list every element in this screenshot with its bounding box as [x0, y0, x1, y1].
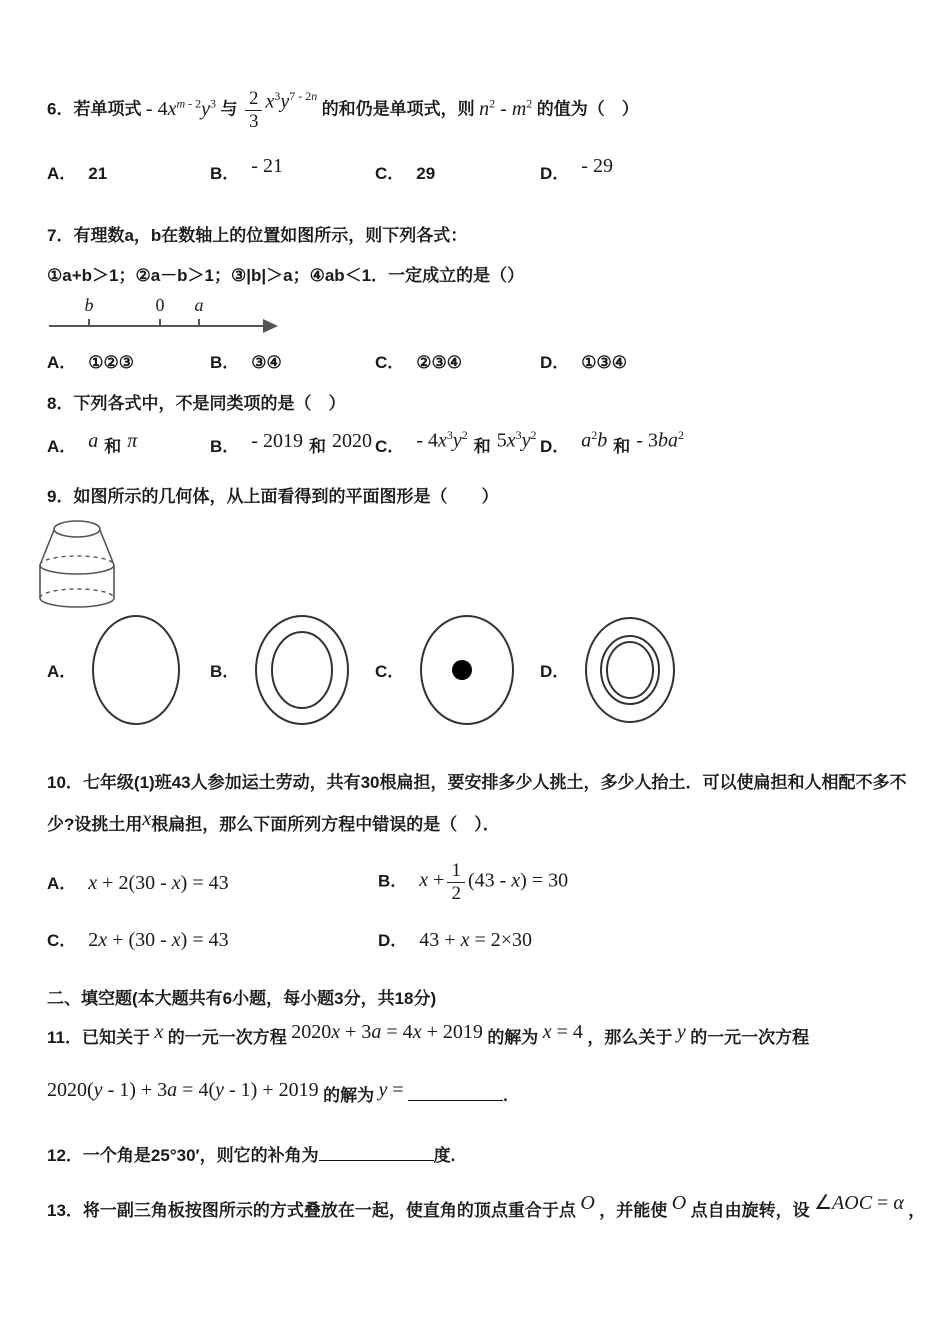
- three-concentric-circles-icon: [583, 615, 677, 725]
- label-a: a: [194, 294, 204, 315]
- q13-text-2: ，并能使: [599, 1201, 668, 1221]
- label-b: b: [84, 294, 94, 315]
- number-line-icon: [47, 294, 291, 340]
- solid-figure: [39, 517, 905, 609]
- question-7-statements: [47, 261, 905, 286]
- q7-option-d: [540, 348, 705, 373]
- q11-answer-prefix: y =: [378, 1079, 404, 1102]
- option-label: D．: [540, 352, 570, 372]
- option-equation: 43 + x = 2×30: [419, 929, 533, 952]
- option-label: D．: [540, 662, 570, 682]
- label-0: 0: [155, 294, 165, 315]
- question-10-stem: [47, 763, 907, 846]
- option-label: B．: [210, 436, 240, 456]
- option-label: B．: [378, 871, 408, 891]
- option-term-2: π: [127, 429, 138, 452]
- question-7-stem: [47, 221, 905, 246]
- q11-text-3: 的解为: [487, 1028, 539, 1048]
- q11-number: 11．: [47, 1028, 82, 1048]
- q9-number: 9．: [47, 486, 74, 506]
- q11-answer-blank: [408, 1084, 503, 1102]
- fraction-denominator: 2: [451, 882, 461, 904]
- q6-formula-3: $n^2 - m^2$: [479, 95, 533, 120]
- option-and: 和: [104, 436, 122, 456]
- question-9-stem: [47, 482, 905, 507]
- q11-text-6: 的解为: [323, 1086, 375, 1106]
- q9-option-a: [47, 613, 210, 727]
- question-10-options-row-2: [47, 926, 905, 952]
- option-label: B．: [210, 662, 240, 682]
- option-label: C．: [375, 662, 405, 682]
- question-11-stem-line-1: [47, 1023, 905, 1049]
- option-value: ①②③: [88, 352, 135, 372]
- q13-text-3: 点自由旋转，设: [690, 1201, 810, 1221]
- circle-with-dot-icon: [418, 613, 516, 727]
- q7-number: 7．: [47, 225, 74, 245]
- q10-option-c: [47, 926, 378, 952]
- question-12-stem: [47, 1141, 905, 1166]
- q10-option-d: [378, 926, 709, 952]
- q10-b-fraction: [447, 860, 465, 905]
- question-10-options-row-1: [47, 860, 905, 905]
- q6-text-1: 若单项式: [73, 99, 142, 119]
- q6-formula-1: - $4x^{m - 2}y^3$: [145, 95, 217, 120]
- option-value: - 29: [581, 154, 613, 177]
- option-term-2: $5x^3y^2$: [496, 428, 537, 452]
- option-value: ①③④: [581, 352, 628, 372]
- single-circle-icon: [90, 613, 182, 727]
- q6-option-a: [47, 159, 210, 184]
- question-11-stem-line-2: [47, 1081, 905, 1107]
- q11-var-y: y: [676, 1021, 686, 1044]
- option-value: - 21: [251, 154, 283, 177]
- option-equation-post: (43 - x) = 30: [467, 869, 569, 892]
- q6-option-b: [210, 154, 375, 185]
- q8-option-c: [375, 428, 540, 458]
- option-and: 和: [473, 436, 491, 456]
- q6-text-4: 的值为（ ）: [536, 99, 639, 119]
- q9-option-c: [375, 613, 540, 727]
- option-and: 和: [308, 436, 326, 456]
- q8-option-d: [540, 428, 705, 458]
- option-label: D．: [540, 436, 570, 456]
- option-term-2: - $3ba^2$: [636, 428, 684, 452]
- q7-option-b: [210, 348, 375, 373]
- q10-number: 10．: [47, 772, 83, 792]
- option-label: C．: [47, 931, 77, 951]
- option-label: A．: [47, 164, 77, 184]
- q13-text-4: ，: [908, 1201, 926, 1221]
- q10-option-a: [47, 869, 378, 895]
- q8-option-b: [210, 429, 375, 458]
- option-label: B．: [210, 352, 240, 372]
- question-8-options: [47, 428, 905, 458]
- q11-equation-1: 2020x + 3a = 4x + 2019: [291, 1021, 483, 1044]
- question-8-stem: [47, 389, 905, 414]
- q12-number: 12．: [47, 1146, 83, 1166]
- q13-point-o-2: O: [671, 1192, 687, 1215]
- q11-var-x: x: [154, 1021, 164, 1044]
- fraction-numerator: 1: [447, 860, 465, 883]
- q11-equation-2: 2020(y - 1) + 3a = 4(y - 1) + 2019: [47, 1079, 319, 1102]
- q13-angle-aoc: ∠AOC = α: [814, 1192, 904, 1215]
- option-value: ②③④: [416, 352, 463, 372]
- q8-text: 下列各式中，不是同类项的是（ ）: [73, 393, 346, 413]
- option-value: 21: [88, 164, 108, 184]
- question-6-stem: [47, 88, 905, 133]
- q11-solution-x: x = 4: [542, 1021, 583, 1044]
- q11-text-7: .: [503, 1086, 508, 1106]
- q11-text-5: 的一元一次方程: [690, 1028, 810, 1048]
- q9-option-d: [540, 615, 705, 725]
- q9-option-b: [210, 613, 375, 727]
- option-value: ③④: [251, 352, 282, 372]
- q10-text-1: 七年级(1)班43人参加运土劳动，共有30根扁担，要安排多少人挑土，多少人抬土．可以使扁担和人相配不多不少?设挑土用: [47, 772, 907, 834]
- q9-text: 如图所示的几何体，从上面看得到的平面图形是（ ）: [73, 486, 499, 506]
- fraction-denominator: 3: [248, 110, 259, 132]
- option-value: 29: [416, 164, 436, 184]
- q12-text-1: 一个角是25°30′，则它的补角为: [82, 1146, 319, 1166]
- option-term-2: 2020: [331, 429, 372, 452]
- option-label: D．: [540, 163, 570, 183]
- question-9-options: [47, 613, 905, 727]
- question-7-options: [47, 348, 905, 373]
- q8-option-a: [47, 429, 210, 458]
- question-6-options: [47, 154, 905, 185]
- q13-text-1: 将一副三角板按图所示的方式叠放在一起，使直角的顶点重合于点: [82, 1201, 576, 1221]
- q11-text-1: 已知关于: [81, 1028, 150, 1048]
- q7-text-2: ①a+b＞1；②a－b＞1；③|b|＞a；④ab＜1．一定成立的是（）: [47, 265, 525, 285]
- option-and: 和: [613, 436, 631, 456]
- q11-text-2: 的一元一次方程: [167, 1028, 287, 1048]
- q11-text-4: ，那么关于: [587, 1028, 673, 1048]
- option-equation: x + 2(30 - x) = 43: [88, 872, 229, 895]
- q10-option-b: [378, 860, 709, 905]
- q6-text-3: 的和仍是单项式，则: [321, 99, 475, 119]
- option-label: A．: [47, 874, 77, 894]
- q7-option-a: [47, 348, 210, 373]
- option-label: A．: [47, 436, 77, 456]
- section-2-title: 二、填空题(本大题共有6小题，每小题3分，共18分): [47, 989, 437, 1009]
- option-label: B．: [210, 163, 240, 183]
- q6-option-d: [540, 154, 705, 185]
- option-label: A．: [47, 352, 77, 372]
- number-line-figure: [47, 294, 905, 340]
- question-13-stem: [47, 1192, 926, 1222]
- option-label: C．: [375, 436, 405, 456]
- q6-text-2: 与: [220, 99, 238, 119]
- option-label: C．: [375, 164, 405, 184]
- q6-fraction: [245, 88, 263, 133]
- q6-formula-2: $x^3y^{7 - 2n}$: [265, 88, 318, 113]
- q6-number: 6．: [47, 99, 74, 119]
- option-label: C．: [375, 352, 405, 372]
- q6-option-c: [375, 159, 540, 184]
- q7-text-1: 有理数a，b在数轴上的位置如图所示，则下列各式：: [73, 225, 468, 245]
- cylinder-frustum-icon: [39, 517, 119, 609]
- option-equation: 2x + (30 - x) = 43: [88, 929, 229, 952]
- option-term-1: a: [88, 429, 99, 452]
- option-label: A．: [47, 662, 77, 682]
- section-2-header: [47, 984, 905, 1009]
- q10-variable: x: [142, 807, 152, 830]
- arrowhead: [263, 319, 278, 333]
- q10-text-2: 根扁担，那么下面所列方程中错误的是（ ）．: [151, 814, 500, 834]
- q8-number: 8．: [47, 393, 74, 413]
- q13-number: 13．: [47, 1201, 83, 1221]
- q7-option-c: [375, 348, 540, 373]
- q13-point-o-1: O: [580, 1192, 595, 1215]
- option-term-1: $a^2b$: [581, 428, 608, 452]
- option-equation-pre: x +: [419, 869, 445, 892]
- option-label: D．: [378, 931, 408, 951]
- q12-answer-blank: [319, 1144, 434, 1162]
- option-term-1: - 2019: [251, 429, 303, 452]
- fraction-numerator: 2: [245, 88, 263, 111]
- q12-text-2: 度.: [433, 1146, 456, 1166]
- two-concentric-circles-icon: [253, 613, 351, 727]
- option-term-1: - $4x^3y^2$: [416, 428, 468, 452]
